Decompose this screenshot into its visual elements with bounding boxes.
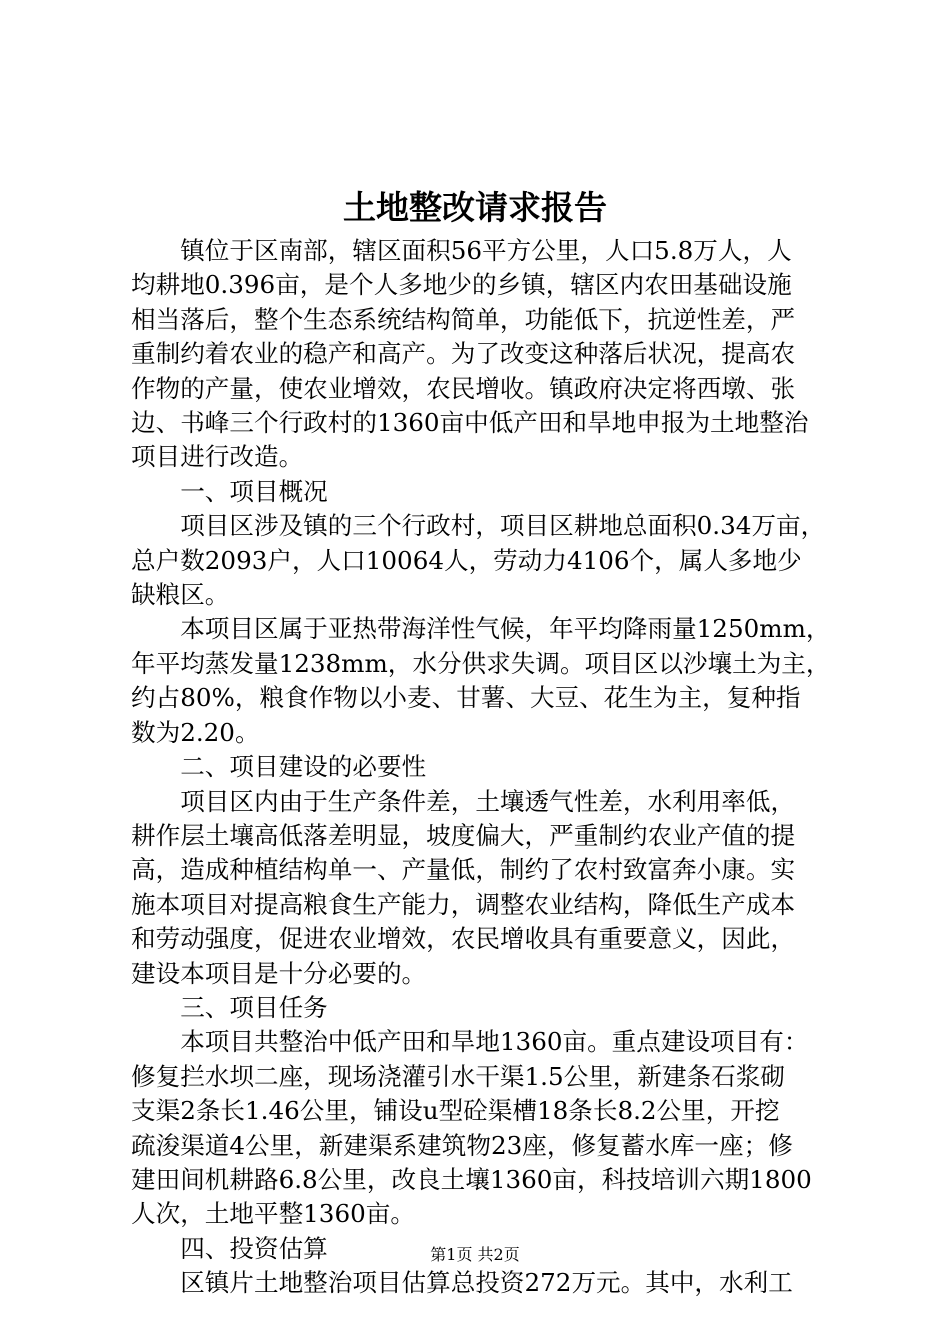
document-body: [131, 234, 831, 1301]
document-title: 土地整改请求报告: [343, 188, 607, 227]
section-heading-necessity: 二、项目建设的必要性: [180, 752, 427, 782]
page-footer: 第1页 共2页: [430, 1245, 520, 1264]
section-heading-investment: 四、投资估算: [180, 1233, 328, 1263]
necessity-paragraph: 项目区内由于生产条件差，土壤透气性差，水利用率低， 耕作层土壤高低落差明显，坡度偏大，严重制约农业产值的提 高，造成种植结构单一、产量低，制约了农村致富奔小康。实 施本项目对提高粮食生产能力，调整农业结构，降低生产成本 和劳动强度，促进农业增效，农民增收具有重要意义，因此， 建设本项目是十分必要的。: [131, 786, 796, 988]
tasks-paragraph: 本项目共整治中低产田和旱地1360亩。重点建设项目有： 修复拦水坝二座，现场浇灌引水干渠1.5公里，新建条石浆砌 支渠2条长1.46公里，铺设u型砼渠槽18条长8.2公里，开挖 疏浚渠道4公里，新建渠系建筑物23座，修复蓄水库一座；修 建田间机耕路6.8公里，改良土壤1360亩，科技培训六期1800 人次，土地平整1360亩。: [131, 1027, 812, 1229]
overview-paragraph-1: 项目区涉及镇的三个行政村，项目区耕地总面积0.34万亩， 总户数2093户，人口10064人，劳动力4106个，属人多地少 缺粮区。: [131, 511, 826, 610]
overview-paragraph-2: 本项目区属于亚热带海洋性气候，年平均降雨量1250mm， 年平均蒸发量1238mm，水分供求失调。项目区以沙壤土为主， 约占80%，粮食作物以小麦、甘薯、大豆、花生为主，复种指 数为2.20。: [131, 614, 831, 747]
investment-paragraph: 区镇片土地整治项目估算总投资272万元。其中，水利工: [180, 1268, 793, 1298]
section-heading-tasks: 三、项目任务: [180, 992, 328, 1022]
section-heading-overview: 一、项目概况: [180, 476, 328, 506]
intro-paragraph: 镇位于区南部，辖区面积56平方公里，人口5.8万人，人 均耕地0.396亩，是个人多地少的乡镇，辖区内农田基础设施 相当落后，整个生态系统结构简单，功能低下，抗逆性差，严 重制约着农业的稳产和高产。为了改变这种落后状况，提高农 作物的产量，使农业增效，农民增收。镇政府决定将西墩、张 边、书峰三个行政村的1360亩中低产田和旱地申报为土地整治 项目进行改造。: [131, 236, 809, 472]
